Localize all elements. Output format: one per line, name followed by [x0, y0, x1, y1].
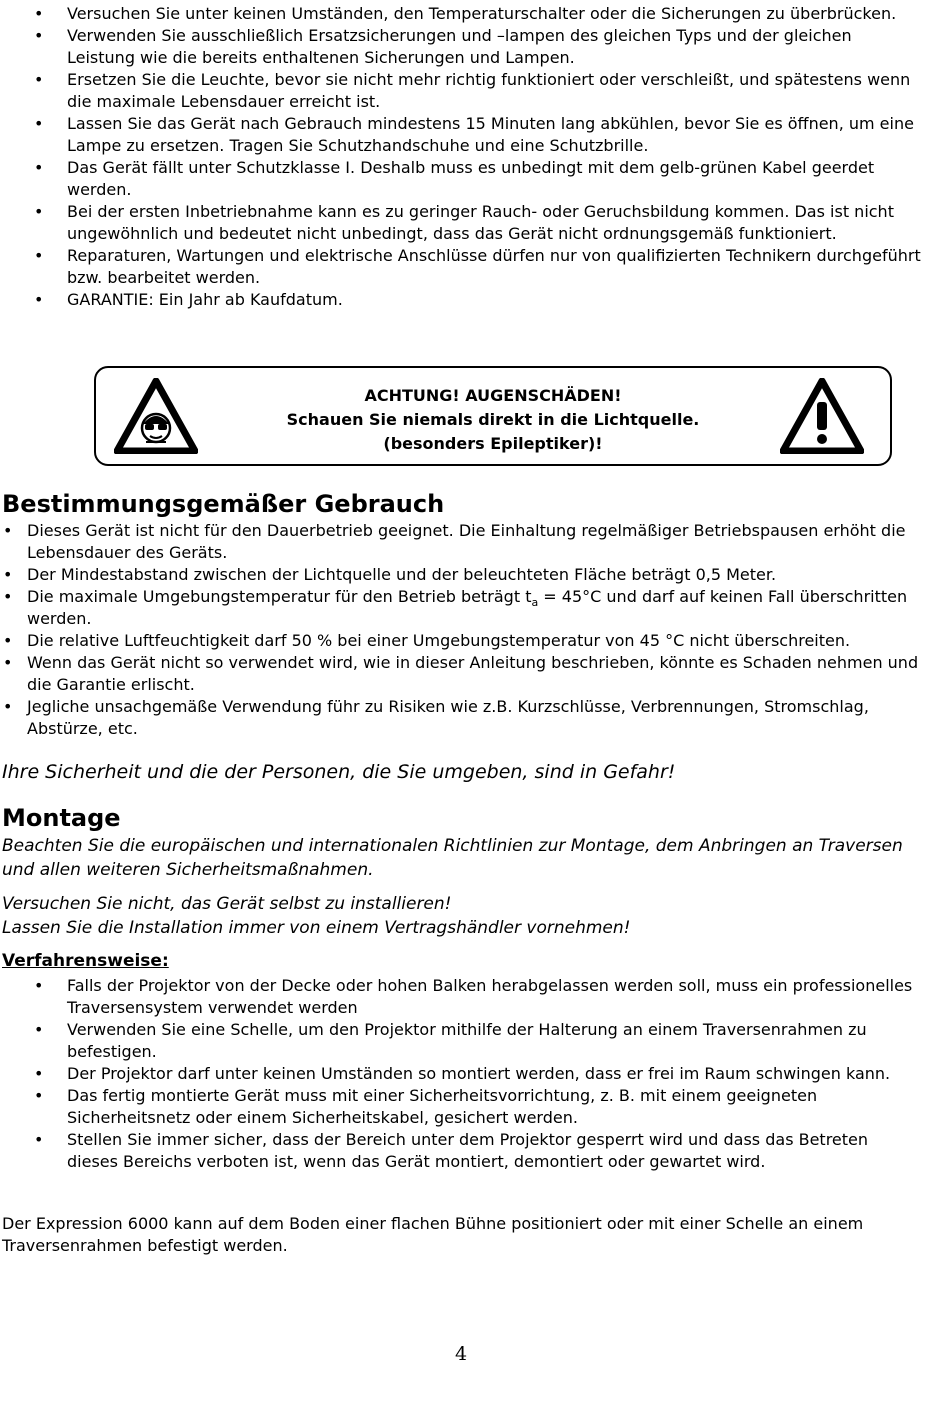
section-title-intended-use: Bestimmungsgemäßer Gebrauch [2, 490, 445, 518]
list-item: • Verwenden Sie ausschließlich Ersatzsicherungen und –lampen des gleichen Typs und der gleichen Leistung wie die bereits enthaltenen Sicherungen und Lampen. [34, 25, 924, 69]
list-item-temperature [3, 586, 923, 630]
temp-text-before: Die maximale Umgebungstemperatur für den Betrieb beträgt t [27, 587, 532, 606]
warning-line-1: ACHTUNG! AUGENSCHÄDEN! [364, 386, 622, 405]
list-item: • Die relative Luftfeuchtigkeit darf 50 % bei einer Umgebungstemperatur von 45 °C nicht überschreiten. [3, 630, 923, 652]
section-title-montage: Montage [2, 804, 121, 832]
list-item: • Verwenden Sie eine Schelle, um den Projektor mithilfe der Halterung an einem Traversenrahmen zu befestigen. [34, 1019, 924, 1063]
safety-bullet-list [34, 3, 924, 311]
temp-subscript: a [531, 596, 539, 610]
list-item: • Versuchen Sie unter keinen Umständen, den Temperaturschalter oder die Sicherungen zu überbrücken. [34, 3, 924, 25]
list-item: • Falls der Projektor von der Decke oder hohen Balken herabgelassen werden soll, muss ein professionelles Traversensystem verwendet werden [34, 975, 924, 1019]
exclamation-warning-icon [780, 378, 864, 454]
list-item: • Der Mindestabstand zwischen der Lichtquelle und der beleuchteten Fläche beträgt 0,5 Meter. [3, 564, 923, 586]
list-item: • Wenn das Gerät nicht so verwendet wird, wie in dieser Anleitung beschrieben, könnte es Schaden nehmen und die Garantie erlischt. [3, 652, 923, 696]
install-warning [2, 892, 932, 940]
temp-text-after: = 45°C und darf auf keinen Fall überschritten werden. [27, 587, 908, 628]
intended-use-list [3, 520, 923, 740]
install-warning-line-1: Versuchen Sie nicht, das Gerät selbst zu installieren! [2, 894, 452, 914]
safety-warning-line: Ihre Sicherheit und die der Personen, die Sie umgeben, sind in Gefahr! [2, 761, 676, 783]
warning-text [276, 384, 710, 456]
list-item: • Jegliche unsachgemäße Verwendung führ zu Risiken wie z.B. Kurzschlüsse, Verbrennungen, Stromschlag, Abstürze, etc. [3, 696, 923, 740]
list-item: • GARANTIE: Ein Jahr ab Kaufdatum. [34, 289, 924, 311]
eye-damage-warning-box [94, 366, 892, 466]
list-item: • Der Projektor darf unter keinen Umständen so montiert werden, dass er frei im Raum schwingen kann. [34, 1063, 924, 1085]
list-item: • Bei der ersten Inbetriebnahme kann es zu geringer Rauch- oder Geruchsbildung kommen. Das ist nicht ungewöhnlich und bedeutet nicht unbedingt, dass das Gerät nicht ordnungsgemäß funktioniert. [34, 201, 924, 245]
closing-paragraph: Der Expression 6000 kann auf dem Boden einer flachen Bühne positioniert oder mit einer Schelle an einem Traversenrahmen befestigt werden. [2, 1214, 864, 1255]
list-item: • Das Gerät fällt unter Schutzklasse I. Deshalb muss es unbedingt mit dem gelb-grünen Kabel geerdet werden. [34, 157, 924, 201]
list-item: • Reparaturen, Wartungen und elektrische Anschlüsse dürfen nur von qualifizierten Technikern durchgeführt bzw. bearbeitet werden. [34, 245, 924, 289]
warning-line-2: Schauen Sie niemals direkt in die Lichtquelle. [286, 410, 700, 429]
install-warning-line-2: Lassen Sie die Installation immer von einem Vertragshändler vornehmen! [2, 918, 631, 938]
list-item: • Dieses Gerät ist nicht für den Dauerbetrieb geeignet. Die Einhaltung regelmäßiger Betriebspausen erhöht die Lebensdauer des Geräts. [3, 520, 923, 564]
procedure-list [34, 975, 924, 1173]
page-number: 4 [454, 1343, 468, 1365]
list-item: • Ersetzen Sie die Leuchte, bevor sie nicht mehr richtig funktioniert oder verschleißt, und spätestens wenn die maximale Lebensdauer erreicht ist. [34, 69, 924, 113]
montage-note: Beachten Sie die europäischen und internationalen Richtlinien zur Montage, dem Anbringen an Traversen und allen weiteren Sicherheitsmaßnahmen. [2, 836, 903, 880]
list-item: • Stellen Sie immer sicher, dass der Bereich unter dem Projektor gesperrt wird und dass das Betreten dieses Bereichs verboten ist, wenn das Gerät montiert, demontiert oder gewartet wird. [34, 1129, 924, 1173]
warning-line-3: (besonders Epileptiker)! [383, 434, 603, 453]
procedure-heading: Verfahrensweise: [2, 951, 169, 971]
list-item: • Das fertig montierte Gerät muss mit einer Sicherheitsvorrichtung, z. B. mit einem geeigneten Sicherheitsnetz oder einem Sicherheitskabel, gesichert werden. [34, 1085, 924, 1129]
list-item: • Lassen Sie das Gerät nach Gebrauch mindestens 15 Minuten lang abkühlen, bevor Sie es öffnen, um eine Lampe zu ersetzen. Tragen Sie Schutzhandschuhe und eine Schutzbrille. [34, 113, 924, 157]
eye-protection-warning-icon [114, 378, 198, 454]
